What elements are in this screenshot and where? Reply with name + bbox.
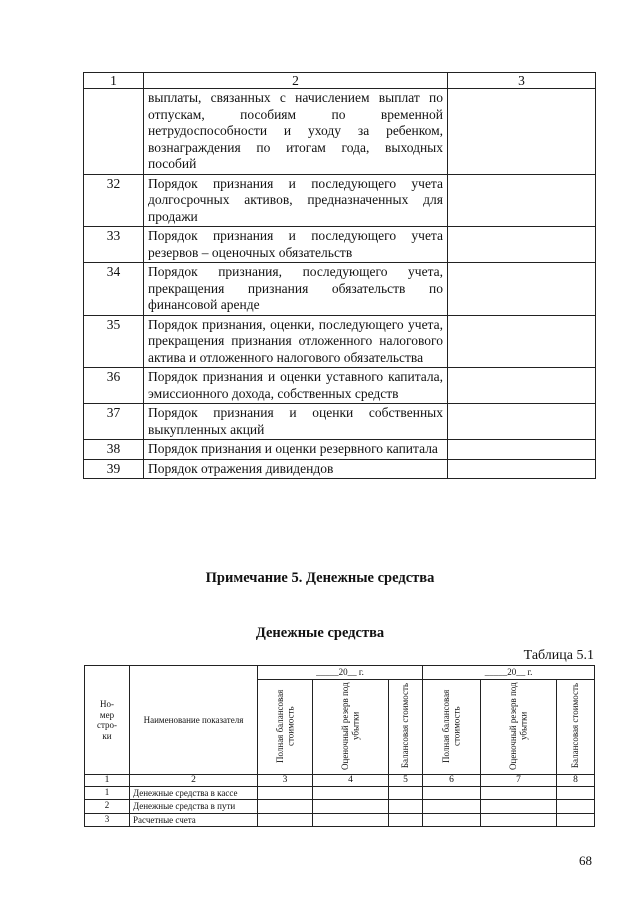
table-row — [84, 174, 596, 227]
carrying-amount-text-2: Балансовая стоимость — [570, 682, 581, 769]
loss-allowance-text-2: Оценочный резерв под убытки — [508, 681, 529, 770]
loss-allowance-header-1 — [313, 679, 389, 775]
cell — [258, 800, 313, 814]
row-value — [448, 174, 596, 227]
row-value — [448, 227, 596, 263]
row-number: 37 — [84, 404, 144, 440]
column-number: 4 — [313, 775, 389, 787]
row-value — [448, 263, 596, 316]
cell — [423, 800, 481, 814]
cell — [557, 800, 595, 814]
table-label: Таблица 5.1 — [523, 648, 594, 663]
column-number: 1 — [85, 775, 130, 787]
row-text: Порядок признания и оценки уставного капитала, эмиссионного дохода, собственных средств — [144, 368, 448, 404]
row-number-header — [85, 666, 130, 775]
table-row — [84, 89, 596, 175]
row-text: Порядок признания, последующего учета, прекращения признания обязательств по финансовой аренде — [144, 263, 448, 316]
cell — [557, 813, 595, 827]
row-text: выплаты, связанных с начислением выплат по отпускам, пособиям по временной нетрудоспособности и уходу за ребенком, вознаграждения по итогам года, выходных пособий — [144, 89, 448, 175]
cell — [389, 800, 423, 814]
column-number: 6 — [423, 775, 481, 787]
table-row — [84, 315, 596, 368]
indicator-name-header: Наименование показателя — [130, 666, 258, 775]
row-number: 33 — [84, 227, 144, 263]
cell — [389, 813, 423, 827]
row-number: 1 — [85, 786, 130, 800]
row-value — [448, 89, 596, 175]
row-number-header-text: Но- мер стро- ки — [96, 699, 118, 741]
table-row — [85, 813, 595, 827]
note-heading: Примечание 5. Денежные средства — [205, 570, 435, 586]
cell — [313, 786, 389, 800]
gross-carrying-amount-header-1 — [258, 679, 313, 775]
row-number: 34 — [84, 263, 144, 316]
header-col-3: 3 — [448, 73, 596, 89]
row-number: 39 — [84, 459, 144, 479]
gross-carrying-amount-text-2: Полная балансовая стоимость — [441, 688, 462, 763]
cell — [389, 786, 423, 800]
policy-table-header — [84, 73, 596, 89]
table-row — [85, 786, 595, 800]
carrying-amount-header-2 — [557, 679, 595, 775]
row-number — [84, 89, 144, 175]
row-value — [448, 315, 596, 368]
header-col-2: 2 — [144, 73, 448, 89]
column-number: 2 — [130, 775, 258, 787]
table-row — [84, 440, 596, 460]
cell — [557, 786, 595, 800]
row-value — [448, 404, 596, 440]
period-1-header: _____20__ г. — [258, 666, 423, 680]
row-number: 2 — [85, 800, 130, 814]
table-row — [85, 800, 595, 814]
row-text: Порядок признания и оценки собственных выкупленных акций — [144, 404, 448, 440]
cash-table — [84, 665, 595, 827]
cash-table-header-periods — [85, 666, 595, 680]
table-row — [84, 404, 596, 440]
cell — [313, 813, 389, 827]
cell — [481, 786, 557, 800]
cell — [423, 786, 481, 800]
gross-carrying-amount-text-1: Полная балансовая стоимость — [274, 688, 295, 763]
row-number: 36 — [84, 368, 144, 404]
column-number: 7 — [481, 775, 557, 787]
page-number: 68 — [579, 853, 592, 868]
carrying-amount-header-1 — [389, 679, 423, 775]
table-row — [84, 368, 596, 404]
row-name: Расчетные счета — [130, 813, 258, 827]
row-value — [448, 368, 596, 404]
table-title: Денежные средства — [255, 625, 385, 641]
table-row — [84, 263, 596, 316]
cell — [481, 800, 557, 814]
row-name: Денежные средства в пути — [130, 800, 258, 814]
table-row — [84, 227, 596, 263]
row-text: Порядок отражения дивидендов — [144, 459, 448, 479]
row-value — [448, 459, 596, 479]
column-number: 5 — [389, 775, 423, 787]
loss-allowance-header-2 — [481, 679, 557, 775]
header-col-1: 1 — [84, 73, 144, 89]
row-text: Порядок признания, оценки, последующего учета, прекращения признания отложенного налогового актива и отложенного налогового обязательства — [144, 315, 448, 368]
table-row — [84, 459, 596, 479]
cell — [258, 786, 313, 800]
row-number: 32 — [84, 174, 144, 227]
cell — [258, 813, 313, 827]
loss-allowance-text-1: Оценочный резерв под убытки — [340, 681, 361, 770]
row-text: Порядок признания и последующего учета резервов – оценочных обязательств — [144, 227, 448, 263]
carrying-amount-text-1: Балансовая стоимость — [400, 682, 411, 769]
cell — [423, 813, 481, 827]
gross-carrying-amount-header-2 — [423, 679, 481, 775]
row-text: Порядок признания и последующего учета долгосрочных активов, предназначенных для продажи — [144, 174, 448, 227]
cell — [313, 800, 389, 814]
row-text: Порядок признания и оценки резервного капитала — [144, 440, 448, 460]
row-value — [448, 440, 596, 460]
column-number: 3 — [258, 775, 313, 787]
column-number: 8 — [557, 775, 595, 787]
row-number: 3 — [85, 813, 130, 827]
policy-table — [83, 72, 596, 479]
row-number: 35 — [84, 315, 144, 368]
cell — [481, 813, 557, 827]
row-name: Денежные средства в кассе — [130, 786, 258, 800]
column-numbers-row — [85, 775, 595, 787]
period-2-header: _____20__ г. — [423, 666, 595, 680]
row-number: 38 — [84, 440, 144, 460]
